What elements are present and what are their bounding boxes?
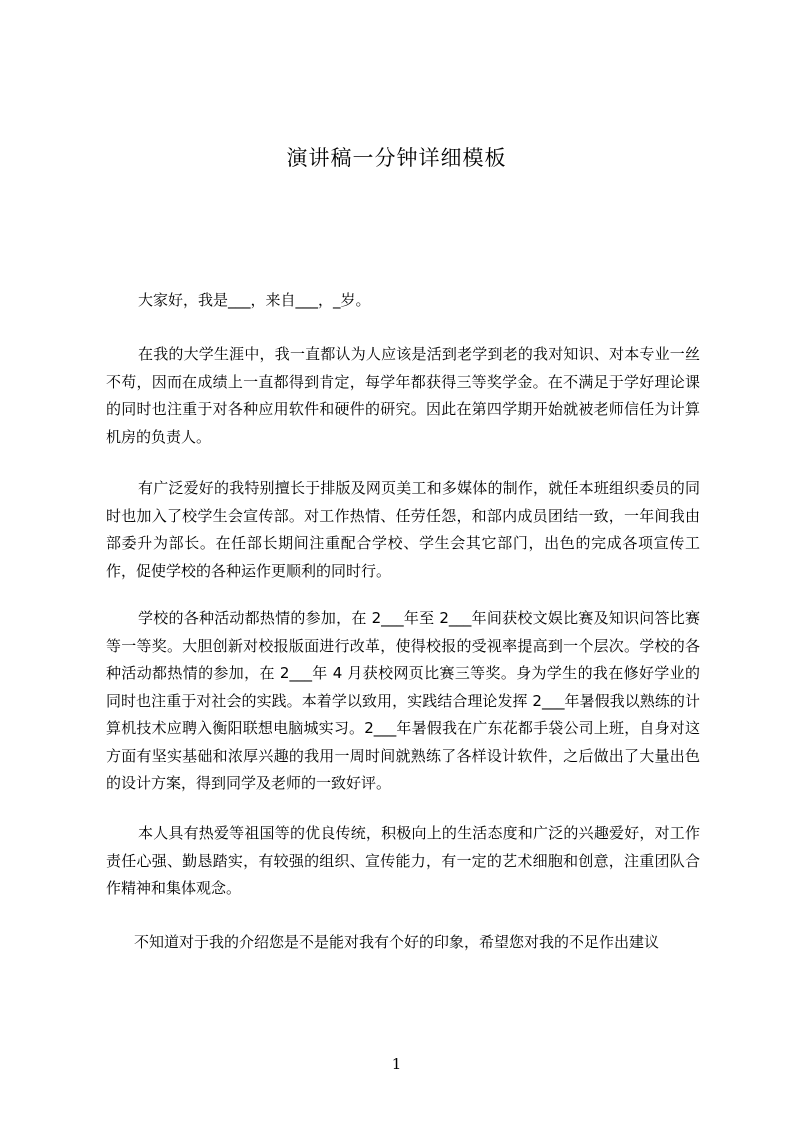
paragraph-closing: 不知道对于我的介绍您是不是能对我有个好的印象，希望您对我的不足作出建议 bbox=[134, 933, 660, 951]
paragraph-activities: 有广泛爱好的我特别擅长于排版及网页美工和多媒体的制作，就任本班组织委员的同时也加入了校学生会宣传部。对工作热情、任劳任怨，和部内成员团结一致，一年间我由部委升为部长。在任部长期间注重配合学校、学生会其它部门，出色的完成各项宣传工作，促使学校的各种运作更顺利的同时行。 bbox=[106, 479, 700, 580]
paragraph-character: 本人具有热爱等祖国等的优良传统，积极向上的生活态度和广泛的兴趣爱好，对工作责任心强、勤恳踏实，有较强的组织、宣传能力，有一定的艺术细胞和创意，注重团队合作精神和集体观念。 bbox=[106, 824, 700, 897]
page-number: 1 bbox=[391, 1055, 402, 1073]
document-title: 演讲稿一分钟详细模板 bbox=[286, 146, 507, 170]
paragraph-greeting: 大家好，我是___，来自___，_岁。 bbox=[138, 291, 371, 309]
paragraph-achievements: 学校的各种活动都热情的参加，在 2___年至 2___年间获校文娱比赛及知识问答比赛等一等奖。大胆创新对校报版面进行改革，使得校报的受视率提高到一个层次。学校的各种活动都热情的参加，在 2___年 4 月获校网页比赛三等奖。身为学生的我在修好学业的同时也注重于对社会的实践。本着学以致用，实践结合理论发挥 2___年暑假我以熟练的计算机技术应聘入衡阳联想电脑城实习。2___年暑假我在广东花都手袋公司上班，自身对这方面有坚实基础和浓厚兴趣的我用一周时间就熟练了各样设计软件，之后做出了大量出色的设计方案，得到同学及老师的一致好评。 bbox=[106, 609, 700, 792]
paragraph-study: 在我的大学生涯中，我一直都认为人应该是活到老学到老的我对知识、对本专业一丝不苟，因而在成绩上一直都得到肯定，每学年都获得三等奖学金。在不满足于学好理论课的同时也注重于对各种应用软件和硬件的研究。因此在第四学期开始就被老师信任为计算机房的负责人。 bbox=[106, 345, 700, 446]
